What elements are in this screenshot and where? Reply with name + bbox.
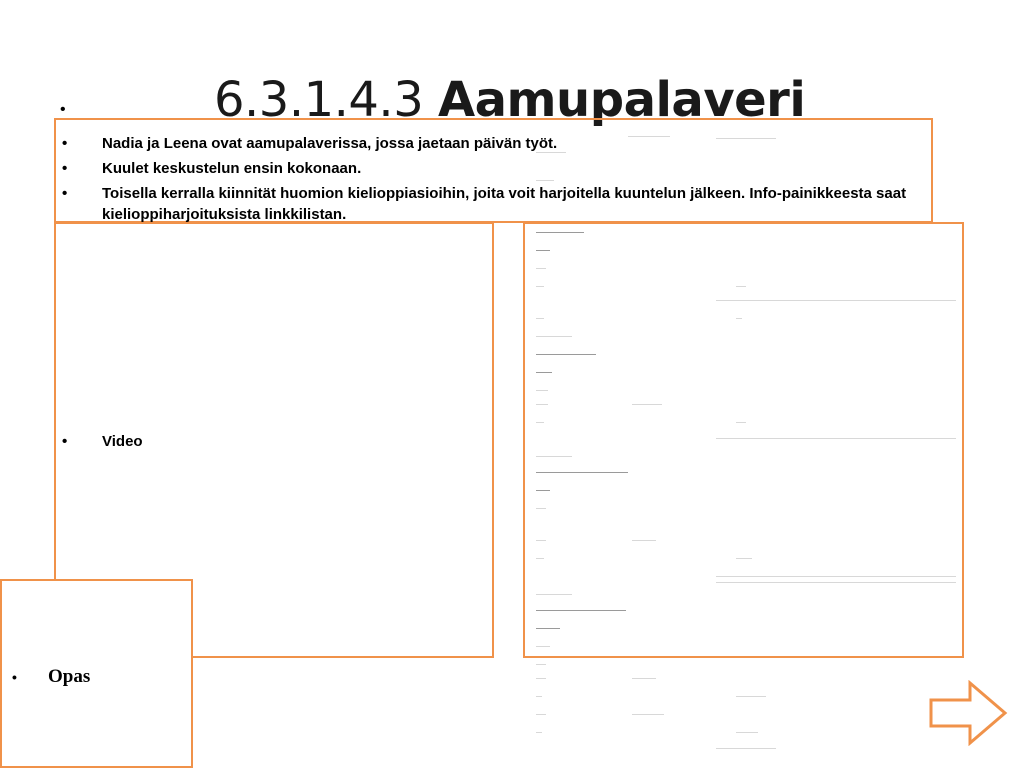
instruction-text: Kuulet keskustelun ensin kokonaan. xyxy=(102,160,362,177)
transcript-line-mark xyxy=(536,472,628,473)
transcript-line-mark xyxy=(632,404,662,405)
transcript-line-mark xyxy=(536,268,546,269)
instruction-text: Toisella kerralla kiinnität huomion kielioppiasioihin, joita voit harjoitella kuuntelun jälkeen. Info-painikkeesta saat kielioppiharjoituksista linkkilistan. xyxy=(102,185,907,223)
transcript-line-mark xyxy=(536,696,542,697)
transcript-line-mark xyxy=(536,404,548,405)
transcript-line-mark xyxy=(536,714,546,715)
transcript-line-mark xyxy=(536,610,626,611)
transcript-line-mark xyxy=(536,318,544,319)
transcript-line-mark xyxy=(632,540,656,541)
transcript-line-mark xyxy=(716,300,956,301)
transcript-line-mark xyxy=(716,438,956,439)
transcript-line-mark xyxy=(536,372,552,373)
transcript-line-mark xyxy=(536,354,596,355)
transcript-line-mark xyxy=(536,250,550,251)
title-bullet: • xyxy=(60,101,66,118)
transcript-line-mark xyxy=(536,594,572,595)
transcript-line-mark xyxy=(536,508,546,509)
transcript-line-mark xyxy=(716,576,956,577)
opas-link[interactable]: • Opas xyxy=(12,664,182,690)
transcript-line-mark xyxy=(736,696,766,697)
instruction-item: • Nadia ja Leena ovat aamupalaverissa, jossa jaetaan päivän työt. xyxy=(62,135,558,152)
transcript-line-mark xyxy=(736,286,746,287)
transcript-line-mark xyxy=(736,558,752,559)
instruction-list xyxy=(62,133,912,229)
title-number: 6.3.1.4.3 xyxy=(214,72,424,128)
transcript-line-mark xyxy=(632,678,656,679)
video-label[interactable]: Video xyxy=(102,433,143,450)
transcript-line-mark xyxy=(536,336,572,337)
transcript-line-mark xyxy=(716,582,956,583)
transcript-line-mark xyxy=(536,232,584,233)
right-arrow-icon[interactable] xyxy=(928,680,1008,746)
transcript-line-mark xyxy=(536,456,572,457)
transcript-line-mark xyxy=(736,422,746,423)
transcript-line-mark xyxy=(736,732,758,733)
transcript-line-mark xyxy=(716,748,776,749)
video-link[interactable]: • Video xyxy=(62,431,262,453)
transcript-line-mark xyxy=(536,490,550,491)
transcript-line-mark xyxy=(536,558,544,559)
transcript-line-mark xyxy=(536,678,546,679)
transcript-line-mark xyxy=(536,646,550,647)
instruction-item: • Toisella kerralla kiinnität huomion kielioppiasioihin, joita voit harjoitella kuuntelun jälkeen. Info-painikkeesta saat kielioppiharjoituksista linkkilistan. xyxy=(62,185,907,223)
transcript-line-mark xyxy=(632,714,664,715)
transcript-line-mark xyxy=(736,318,742,319)
transcript-line-mark xyxy=(536,286,544,287)
transcript-line-mark xyxy=(536,540,546,541)
transcript-line-mark xyxy=(536,390,548,391)
instruction-item: • Kuulet keskustelun ensin kokonaan. xyxy=(62,160,362,177)
opas-label[interactable]: Opas xyxy=(48,666,91,687)
title-bold: Aamupalaveri xyxy=(438,72,806,128)
transcript-line-mark xyxy=(536,628,560,629)
transcript-line-mark xyxy=(536,664,546,665)
transcript-line-mark xyxy=(536,732,542,733)
transcript-line-mark xyxy=(536,422,544,423)
instruction-text: Nadia ja Leena ovat aamupalaverissa, jossa jaetaan päivän työt. xyxy=(102,135,558,152)
